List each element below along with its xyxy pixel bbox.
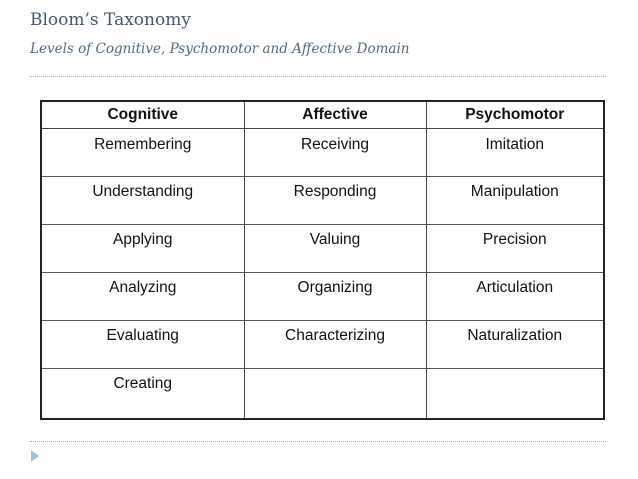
- table-header-row: [41, 101, 604, 129]
- table-cell: Precision: [426, 225, 604, 273]
- table-row: [41, 129, 604, 177]
- table-cell: Analyzing: [41, 273, 244, 321]
- header-affective: Affective: [244, 101, 426, 129]
- header-psychomotor: Psychomotor: [426, 101, 604, 129]
- table-cell: Understanding: [41, 177, 244, 225]
- table-cell: Imitation: [426, 129, 604, 177]
- table-cell: Responding: [244, 177, 426, 225]
- table-cell: [244, 369, 426, 420]
- table-cell: [426, 369, 604, 420]
- table-row: [41, 225, 604, 273]
- top-divider: [30, 76, 606, 77]
- table-cell: Organizing: [244, 273, 426, 321]
- table-cell: Naturalization: [426, 321, 604, 369]
- table-cell: Characterizing: [244, 321, 426, 369]
- table-row: [41, 369, 604, 420]
- header-cognitive: Cognitive: [41, 101, 244, 129]
- table-cell: Evaluating: [41, 321, 244, 369]
- table-cell: Remembering: [41, 129, 244, 177]
- bottom-divider: [30, 441, 606, 442]
- table-cell: Manipulation: [426, 177, 604, 225]
- table-row: [41, 273, 604, 321]
- taxonomy-table: [40, 100, 605, 420]
- table-cell: Articulation: [426, 273, 604, 321]
- slide-subtitle: Levels of Cognitive, Psychomotor and Affective Domain: [30, 41, 410, 57]
- table-cell: Receiving: [244, 129, 426, 177]
- table-cell: Applying: [41, 225, 244, 273]
- table-row: [41, 177, 604, 225]
- table-cell: Valuing: [244, 225, 426, 273]
- slide-title: Bloom’s Taxonomy: [30, 10, 191, 30]
- triangle-bullet-icon: [31, 450, 39, 462]
- table-cell: Creating: [41, 369, 244, 420]
- table-row: [41, 321, 604, 369]
